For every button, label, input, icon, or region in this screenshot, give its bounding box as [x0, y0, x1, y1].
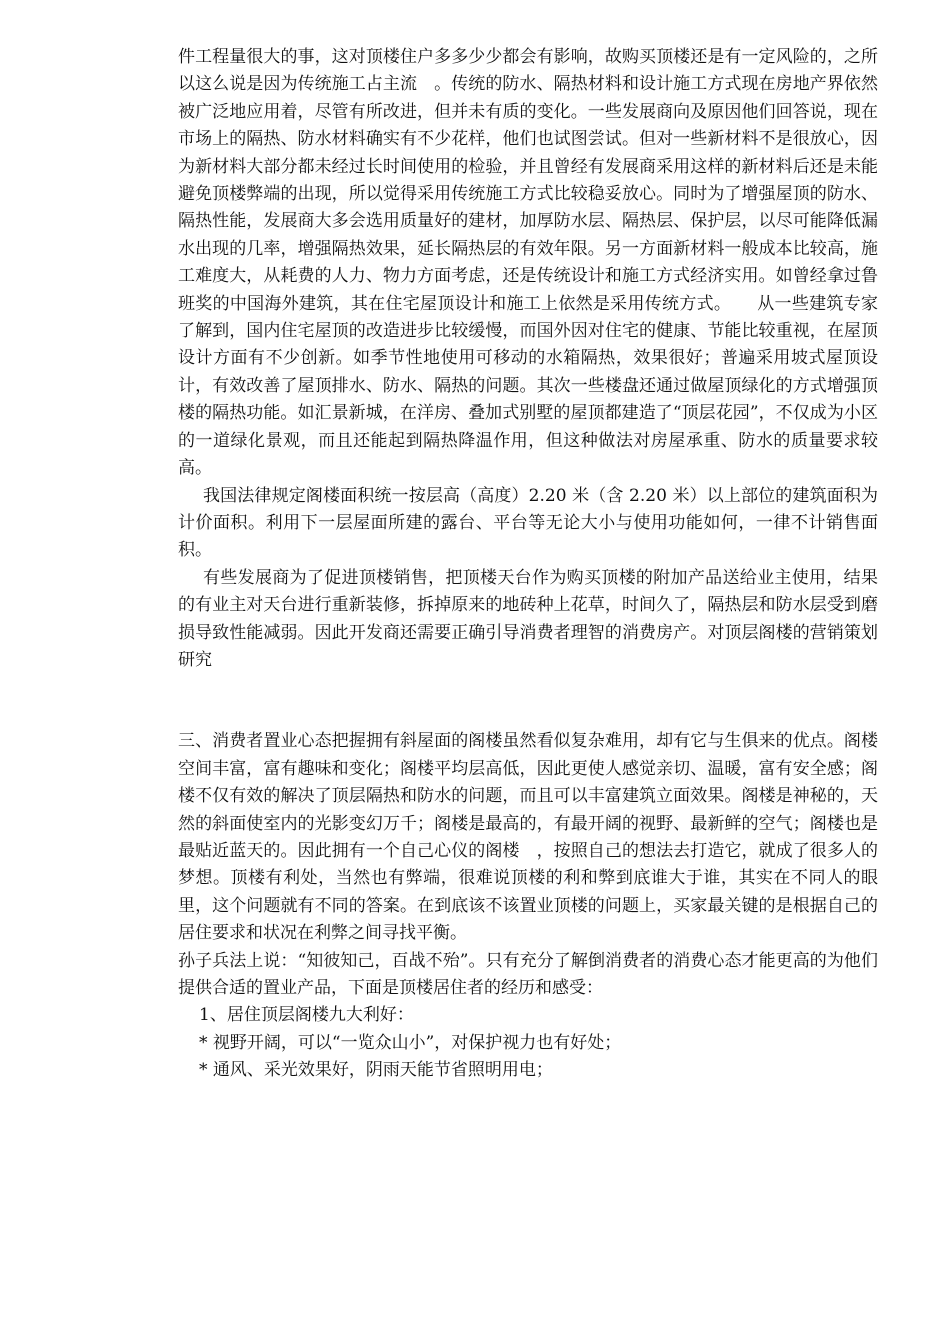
paragraph-spacer	[178, 674, 878, 728]
list-heading: 1、居住顶层阁楼九大利好：	[199, 1005, 414, 1026]
list-item: * 通风、采光效果好，阴雨天能节省照明用电；	[199, 1060, 553, 1081]
list-item: * 视野开阔，可以“一览众山小”，对保护视力也有好处；	[199, 1032, 622, 1053]
paragraph-sunzi-quote: 孙子兵法上说：“知彼知己，百战不殆”。只有充分了解倒消费者的消费心态才能更高的为他们提供合适的置业产品，下面是顶楼居住者的经历和感受：	[178, 950, 878, 998]
paragraph-rooftop-terrace: 有些发展商为了促进顶楼销售，把顶楼天台作为购买顶楼的附加产品送给业主使用，结果的有业主对天台进行重新装修，拆掉原来的地砖种上花草，时间久了，隔热层和防水层受到磨损导致性能减弱。因此开发商还需要正确引导消费者理智的消费房产。对顶层阁楼的营销策划研究	[178, 567, 878, 670]
paragraph-buyer-mindset: 三、消费者置业心态把握拥有斜屋面的阁楼虽然看似复杂难用，却有它与生俱来的优点。阁楼空间丰富，富有趣味和变化；阁楼平均层高低，因此更使人感觉亲切、温暖，富有安全感；阁楼不仅有效的解决了顶层隔热和防水的问题，而且可以丰富建筑立面效果。阁楼是神秘的，天然的斜面使室内的光影变幻万千；阁楼是最高的，有最开阔的视野、最新鲜的空气；阁楼也是最贴近蓝天的。因此拥有一个自己心仪的阁楼 ，按照自己的想法去打造它，就成了很多人的梦想。顶楼有利处，当然也有弊端，很难说顶楼的利和弊到底谁大于谁，其实在不同人的眼里，这个问题就有不同的答案。在到底该不该置业顶楼的问题上，买家最关键的是根据自己的居住要求和状况在利弊之间寻找平衡。	[178, 731, 878, 944]
paragraph-roof-construction: 件工程量很大的事，这对顶楼住户多多少少都会有影响，故购买顶楼还是有一定风险的，之所以这么说是因为传统施工占主流 。传统的防水、隔热材料和设计施工方式现在房地产界依然被广泛地应用着，尽管有所改进，但并未有质的变化。一些发展商向及原因他们回答说，现在市场上的隔热、防水材料确实有不少花样，他们也试图尝试。但对一些新材料不是很放心，因为新材料大部分都未经过长时间使用的检验，并且曾经有发展商采用这样的新材料后还是未能避免顶楼弊端的出现，所以觉得采用传统施工方式比较稳妥放心。同时为了增强屋顶的防水、隔热性能，发展商大多会选用质量好的建材，加厚防水层、隔热层、保护层，以尽可能降低漏水出现的几率，增强隔热效果，延长隔热层的有效年限。另一方面新材料一般成本比较高，施工难度大，从耗费的人力、物力方面考虑，还是传统设计和施工方式经济实用。如曾经拿过鲁班奖的中国海外建筑，其在住宅屋顶设计和施工上依然是采用传统方式。 从一些建筑专家了解到，国内住宅屋顶的改造进步比较缓慢，而国外因对住宅的健康、节能比较重视，在屋顶设计方面有不少创新。如季节性地使用可移动的水箱隔热，效果很好；普遍采用坡式屋顶设计，有效改善了屋顶排水、防水、隔热的问题。其次一些楼盘还通过做屋顶绿化的方式增强顶楼的隔热功能。如汇景新城，在洋房、叠加式别墅的屋顶都建造了“顶层花园”，不仅成为小区的一道绿化景观，而且还能起到隔热降温作用，但这种做法对房屋承重、防水的质量要求较高。	[178, 47, 878, 479]
paragraph-attic-area-law: 我国法律规定阁楼面积统一按层高（高度）2.20 米（含 2.20 米）以上部位的建筑面积为计价面积。利用下一层屋面所建的露台、平台等无论大小与使用功能如何，一律不计销售面积。	[178, 485, 878, 561]
document-page	[178, 44, 878, 1085]
